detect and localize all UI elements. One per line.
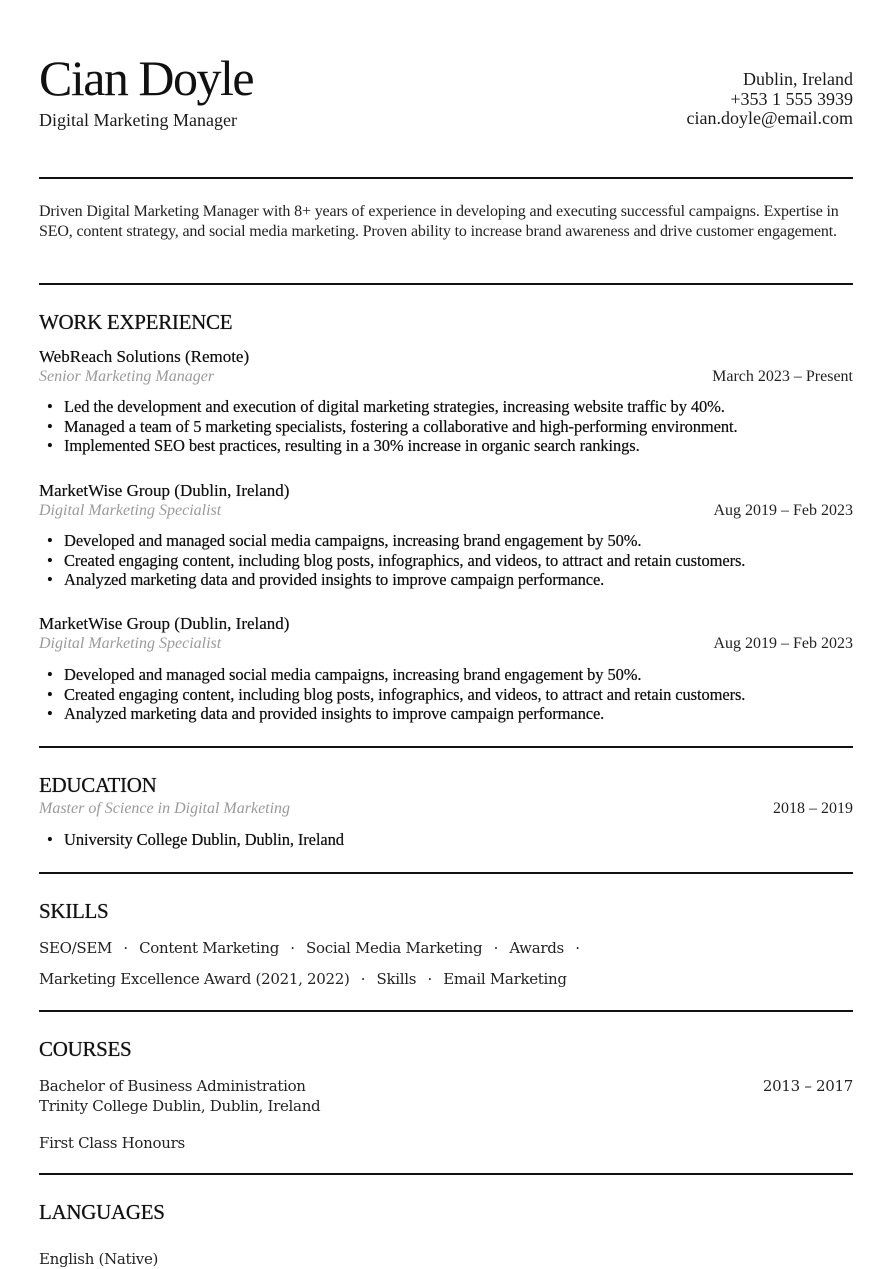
- divider: [39, 177, 853, 179]
- job-dates: Aug 2019 – Feb 2023: [713, 502, 853, 519]
- education-entry: [39, 799, 853, 849]
- section-title-courses: COURSES: [39, 1037, 132, 1061]
- job-entry: [39, 481, 853, 590]
- course-note: First Class Honours: [39, 1134, 185, 1152]
- separator-dot: ·: [427, 970, 432, 988]
- language-item: English (Native): [39, 1250, 159, 1268]
- education-dates: 2018 – 2019: [773, 800, 853, 817]
- separator-dot: ·: [360, 970, 366, 988]
- job-bullet: • Implemented SEO best practices, resulting in a 30% increase in organic search rankings.: [39, 436, 853, 456]
- course-institution: Trinity College Dublin, Dublin, Ireland: [39, 1097, 321, 1115]
- contact-block: [686, 70, 853, 129]
- section-title-education: EDUCATION: [39, 773, 157, 797]
- course-dates: 2013 – 2017: [762, 1077, 853, 1095]
- skill-item: Social Media Marketing: [306, 939, 483, 957]
- separator-dot: ·: [123, 939, 128, 957]
- divider: [39, 746, 853, 748]
- job-bullets: [39, 531, 853, 590]
- skill-item: Skills: [376, 970, 417, 988]
- separator-dot: ·: [290, 939, 295, 957]
- separator-dot: ·: [575, 939, 580, 957]
- skill-item: Awards: [509, 939, 564, 957]
- job-bullet: • Analyzed marketing data and provided insights to improve campaign performance.: [39, 704, 853, 724]
- skills-line-1: [39, 938, 591, 958]
- job-company: MarketWise Group (Dublin, Ireland): [39, 614, 290, 633]
- separator-dot: ·: [493, 939, 499, 957]
- job-entry: [39, 614, 853, 724]
- summary-text: Driven Digital Marketing Manager with 8+ years of experience in developing and executing successful campaigns. Expertise in SEO, content strategy, and social media marketing. Proven ability to increase brand awareness and drive customer engagement.: [39, 203, 839, 240]
- section-title-work-experience: WORK EXPERIENCE: [39, 310, 233, 334]
- job-bullet: • Led the development and execution of digital marketing strategies, increasing website traffic by 40%.: [39, 397, 853, 417]
- job-title: Digital Marketing Specialist: [39, 502, 222, 519]
- job-bullet: • Managed a team of 5 marketing specialists, fostering a collaborative and high-performing environment.: [39, 417, 853, 437]
- job-bullet: • Developed and managed social media campaigns, increasing brand engagement by 50%.: [39, 665, 853, 685]
- candidate-name: Cian Doyle: [39, 50, 254, 106]
- skills-line-2: [39, 969, 567, 989]
- education-bullet: • University College Dublin, Dublin, Ireland: [39, 830, 853, 850]
- skill-item: Content Marketing: [139, 939, 280, 957]
- job-entry: [39, 347, 853, 456]
- education-bullets: [39, 830, 853, 850]
- divider: [39, 1173, 853, 1175]
- contact-phone: +353 1 555 3939: [730, 88, 853, 109]
- job-title: Digital Marketing Specialist: [39, 635, 222, 652]
- candidate-role: Digital Marketing Manager: [39, 110, 237, 130]
- skill-item: SEO/SEM: [39, 939, 113, 957]
- job-bullet: • Developed and managed social media campaigns, increasing brand engagement by 50%.: [39, 531, 853, 551]
- job-bullets: [39, 665, 853, 724]
- job-dates: Aug 2019 – Feb 2023: [713, 635, 853, 652]
- divider: [39, 283, 853, 285]
- job-company: WebReach Solutions (Remote): [39, 347, 250, 366]
- job-company: MarketWise Group (Dublin, Ireland): [39, 481, 290, 500]
- skill-item: Email Marketing: [443, 970, 567, 988]
- divider: [39, 1010, 853, 1012]
- job-title: Senior Marketing Manager: [39, 368, 215, 385]
- resume-header: [39, 48, 853, 138]
- contact-email: cian.doyle@email.com: [686, 108, 853, 128]
- job-bullet: • Created engaging content, including blog posts, infographics, and videos, to attract and retain customers.: [39, 685, 853, 705]
- job-dates: March 2023 – Present: [712, 368, 853, 385]
- job-bullet: • Created engaging content, including blog posts, infographics, and videos, to attract and retain customers.: [39, 551, 853, 571]
- contact-location: Dublin, Ireland: [743, 69, 853, 89]
- divider: [39, 872, 853, 874]
- course-name: Bachelor of Business Administration: [39, 1077, 306, 1095]
- section-title-skills: SKILLS: [39, 899, 109, 923]
- skill-item: Marketing Excellence Award (2021, 2022): [39, 970, 350, 988]
- job-bullets: [39, 397, 853, 456]
- degree-title: Master of Science in Digital Marketing: [39, 800, 291, 817]
- job-bullet: • Analyzed marketing data and provided insights to improve campaign performance.: [39, 570, 853, 590]
- section-title-languages: LANGUAGES: [39, 1200, 165, 1224]
